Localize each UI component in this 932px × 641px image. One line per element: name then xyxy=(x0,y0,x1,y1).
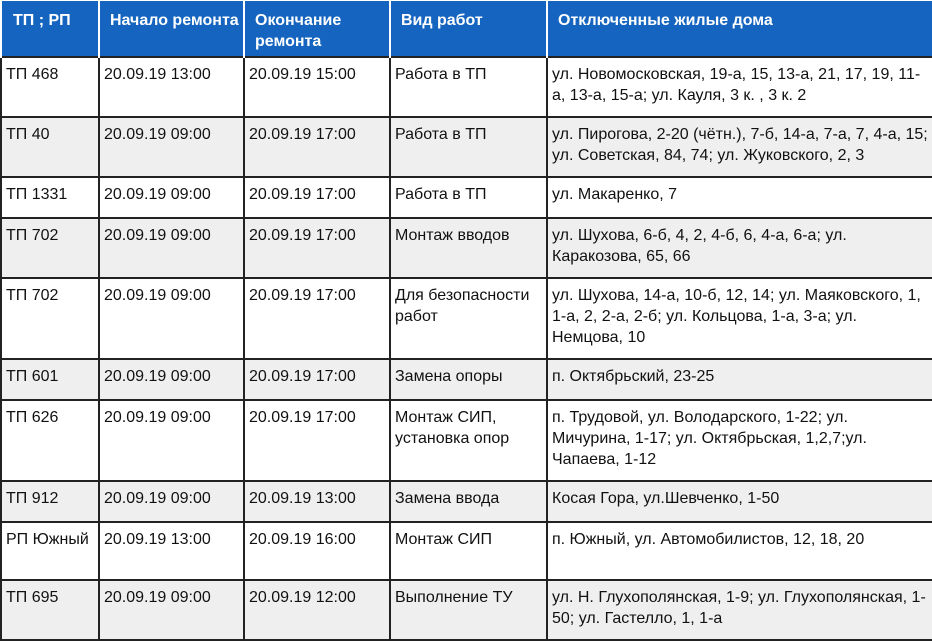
cell-end: 20.09.19 13:00 xyxy=(244,481,390,522)
cell-end: 20.09.19 17:00 xyxy=(244,218,390,278)
table-row xyxy=(1,580,932,640)
table-row xyxy=(1,278,932,359)
cell-tp: ТП 912 xyxy=(1,481,99,522)
cell-houses: ул. Шухова, 14-а, 10-б, 12, 14; ул. Маяковского, 1, 1-а, 2, 2-а, 2-б; ул. Кольцова, 1-а, 3-а; ул. Немцова, 10 xyxy=(547,278,932,359)
cell-work: Монтаж СИП xyxy=(390,522,547,580)
cell-tp: ТП 468 xyxy=(1,57,99,117)
cell-end: 20.09.19 17:00 xyxy=(244,177,390,218)
cell-start: 20.09.19 09:00 xyxy=(99,400,244,481)
cell-tp: ТП 702 xyxy=(1,218,99,278)
header-end: Окончание ремонта xyxy=(244,1,390,57)
cell-houses: п. Октябрьский, 23-25 xyxy=(547,359,932,400)
cell-start: 20.09.19 09:00 xyxy=(99,359,244,400)
cell-end: 20.09.19 17:00 xyxy=(244,400,390,481)
cell-end: 20.09.19 17:00 xyxy=(244,278,390,359)
cell-work: Работа в ТП xyxy=(390,57,547,117)
cell-start: 20.09.19 13:00 xyxy=(99,522,244,580)
cell-work: Работа в ТП xyxy=(390,117,547,177)
table-row xyxy=(1,57,932,117)
header-start: Начало ремонта xyxy=(99,1,244,57)
cell-start: 20.09.19 13:00 xyxy=(99,57,244,117)
cell-tp: ТП 702 xyxy=(1,278,99,359)
cell-work: Монтаж СИП, установка опор xyxy=(390,400,547,481)
cell-start: 20.09.19 09:00 xyxy=(99,218,244,278)
table-row xyxy=(1,218,932,278)
cell-houses: Косая Гора, ул.Шевченко, 1-50 xyxy=(547,481,932,522)
cell-work: Монтаж вводов xyxy=(390,218,547,278)
header-houses: Отключенные жилые дома xyxy=(547,1,932,57)
table-header xyxy=(1,1,932,57)
table-row xyxy=(1,117,932,177)
cell-work: Замена ввода xyxy=(390,481,547,522)
cell-work: Для безопасности работ xyxy=(390,278,547,359)
cell-houses: п. Южный, ул. Автомобилистов, 12, 18, 20 xyxy=(547,522,932,580)
table-row xyxy=(1,481,932,522)
cell-start: 20.09.19 09:00 xyxy=(99,580,244,640)
cell-work: Работа в ТП xyxy=(390,177,547,218)
cell-work: Замена опоры xyxy=(390,359,547,400)
table-row xyxy=(1,177,932,218)
cell-houses: ул. Шухова, 6-б, 4, 2, 4-б, 6, 4-а, 6-а; ул. Каракозова, 65, 66 xyxy=(547,218,932,278)
cell-end: 20.09.19 12:00 xyxy=(244,580,390,640)
cell-tp: РП Южный xyxy=(1,522,99,580)
cell-start: 20.09.19 09:00 xyxy=(99,117,244,177)
cell-end: 20.09.19 17:00 xyxy=(244,117,390,177)
cell-work: Выполнение ТУ xyxy=(390,580,547,640)
table-row xyxy=(1,359,932,400)
cell-end: 20.09.19 15:00 xyxy=(244,57,390,117)
cell-tp: ТП 1331 xyxy=(1,177,99,218)
cell-tp: ТП 40 xyxy=(1,117,99,177)
cell-tp: ТП 695 xyxy=(1,580,99,640)
cell-start: 20.09.19 09:00 xyxy=(99,177,244,218)
cell-end: 20.09.19 17:00 xyxy=(244,359,390,400)
header-work: Вид работ xyxy=(390,1,547,57)
cell-start: 20.09.19 09:00 xyxy=(99,278,244,359)
cell-houses: ул. Пирогова, 2-20 (чётн.), 7-б, 14-а, 7-а, 7, 4-а, 15; ул. Советская, 84, 74; ул. Жуковского, 2, 3 xyxy=(547,117,932,177)
cell-houses: ул. Макаренко, 7 xyxy=(547,177,932,218)
header-row xyxy=(1,1,932,57)
cell-houses: ул. Н. Глухополянская, 1-9; ул. Глухополянская, 1-50; ул. Гастелло, 1, 1-а xyxy=(547,580,932,640)
cell-houses: п. Трудовой, ул. Володарского, 1-22; ул. Мичурина, 1-17; ул. Октябрьская, 1,2,7;ул. Чапаева, 1-12 xyxy=(547,400,932,481)
cell-houses: ул. Новомосковская, 19-а, 15, 13-а, 21, 17, 19, 11-а, 13-а, 15-а; ул. Кауля, 3 к. , 3 к. 2 xyxy=(547,57,932,117)
cell-end: 20.09.19 16:00 xyxy=(244,522,390,580)
cell-tp: ТП 601 xyxy=(1,359,99,400)
header-tp: ТП ; РП xyxy=(1,1,99,57)
cell-start: 20.09.19 09:00 xyxy=(99,481,244,522)
cell-tp: ТП 626 xyxy=(1,400,99,481)
table-row xyxy=(1,400,932,481)
table-row xyxy=(1,522,932,580)
table-body xyxy=(1,57,932,640)
